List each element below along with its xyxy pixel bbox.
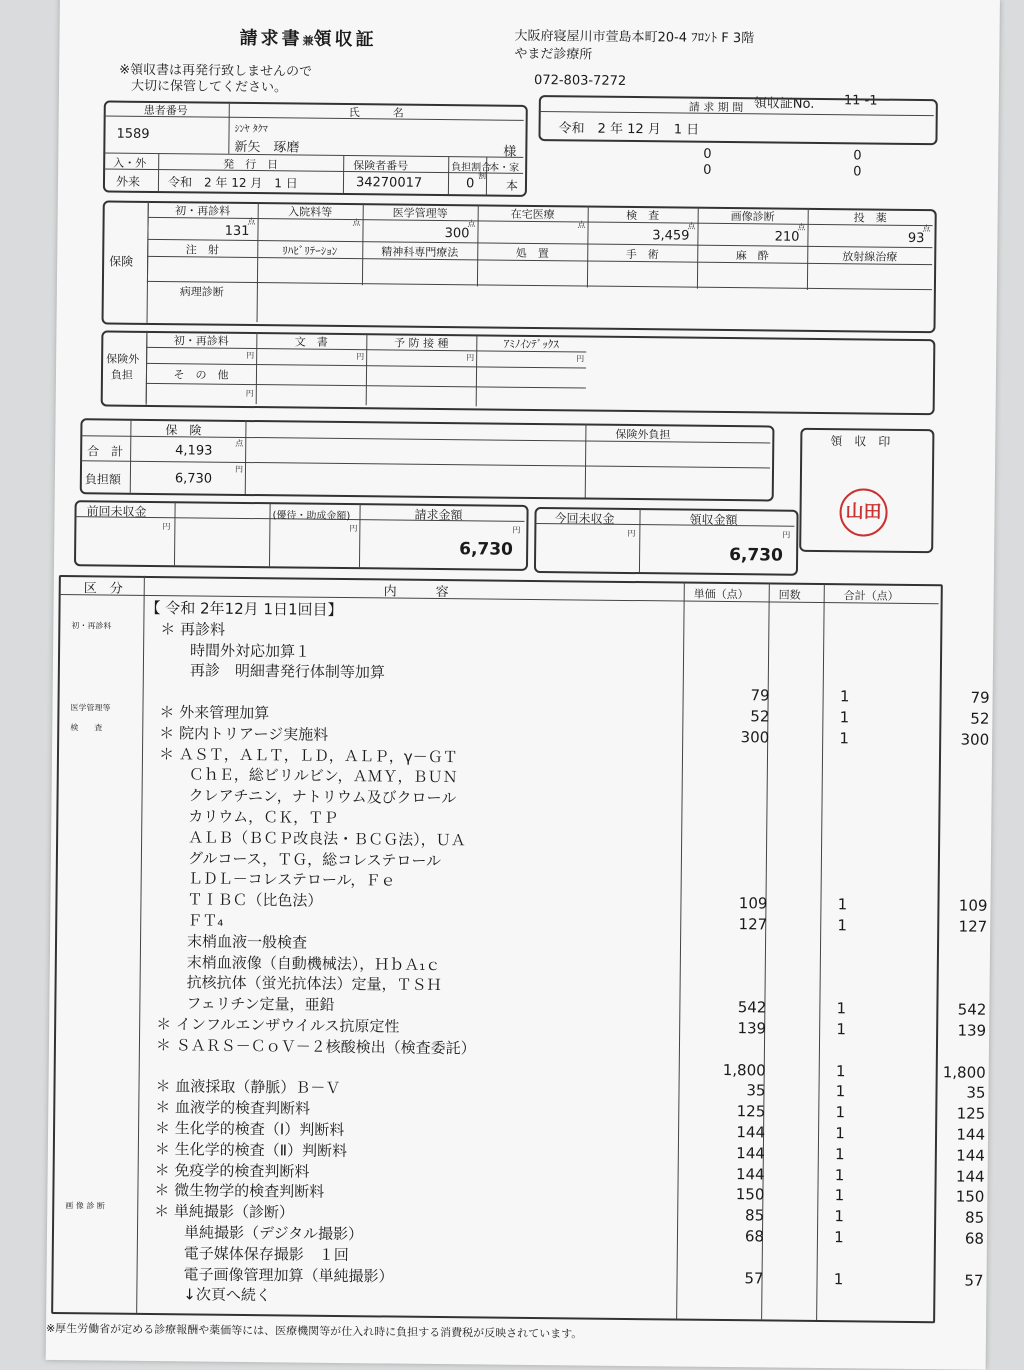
detail-count: 1 [830, 1083, 850, 1101]
detail-count: 1 [832, 895, 852, 913]
detail-item-label: ＊ 生化学的検査（Ⅱ）判断料 [140, 1138, 347, 1161]
detail-item-label: 抗核抗体（蛍光抗体法）定量，ＴＳＨ [142, 971, 442, 995]
detail-unit-price [698, 873, 768, 874]
detail-total [919, 771, 989, 772]
detail-item-label: ＊ 免疫学的検査判断料 [140, 1158, 310, 1181]
detail-unit-price [700, 624, 770, 625]
insurance-header: 注 射 [147, 241, 257, 258]
received-label: 領収金額 [689, 511, 737, 529]
detail-count: 1 [831, 999, 851, 1017]
insurance-header: 投 薬 [808, 209, 933, 226]
detail-total: 542 [916, 1000, 986, 1019]
point-unit: 点 [468, 218, 476, 229]
detail-unit-price: 85 [694, 1206, 764, 1225]
insurance-value: 93 [807, 230, 924, 246]
total-points: 4,193 [175, 443, 212, 458]
ratio-label: 負担割合 [451, 158, 491, 173]
issue-date: 令和 2 年 12 月 1 日 [168, 173, 298, 191]
detail-item-label: ＊ 生化学的検査（Ⅰ）判断料 [140, 1117, 344, 1140]
detail-item-label: 電子媒体保存撮影 １回 [139, 1242, 349, 1265]
patient-name-label: 氏 名 [349, 104, 404, 121]
col-naiyou: 内 容 [384, 580, 449, 600]
payment-amount: 6,730 [175, 471, 212, 486]
detail-unit-price [697, 977, 767, 978]
detail-total [917, 979, 987, 980]
patient-kana: ｼﾝﾔ ﾀｸﾏ [234, 120, 267, 135]
detail-unit-price [693, 1289, 763, 1290]
ratio-unit: 割 [478, 170, 486, 181]
detail-total [919, 751, 989, 752]
detail-count: 1 [834, 729, 854, 747]
detail-item-label: ＊ ＳＡＲＳ－ＣｏＶ－２核酸検出（検査委託） [141, 1034, 476, 1059]
honke-value: 本 [506, 177, 518, 194]
insurance-header: 検 査 [588, 207, 698, 224]
detail-total: 1,800 [916, 1063, 986, 1082]
detail-total [913, 1291, 983, 1292]
detail-item-label: グルコース，ＴＧ，総コレステロール [143, 847, 441, 871]
detail-item-label: ＊ 血液採取（静脈）Ｂ－Ｖ [140, 1075, 340, 1098]
detail-unit-price: 139 [696, 1019, 766, 1038]
detail-total [916, 1042, 986, 1043]
detail-total: 52 [919, 709, 989, 728]
detail-item-label: ＊ 外来管理加算 [144, 701, 269, 723]
detail-unit-price [700, 665, 770, 666]
insurance-header: 画像診断 [698, 208, 808, 225]
detail-unit-price: 144 [695, 1164, 765, 1183]
point-unit: 点 [797, 222, 805, 233]
detail-unit-price: 52 [699, 707, 769, 726]
subsidy-label: (優待・助成金額) [272, 506, 350, 522]
detail-unit-price [697, 936, 767, 937]
point-unit: 点 [578, 219, 586, 230]
detail-count: 1 [829, 1187, 849, 1205]
insurance-header: 病理診断 [147, 283, 257, 300]
detail-total: 150 [914, 1187, 984, 1206]
detail-item-label: 【 令和 2年12月 1日1回目】 [145, 597, 342, 620]
receipt-stamp-label: 領 収 印 [830, 432, 890, 450]
detail-count: 1 [830, 1124, 850, 1142]
detail-item-label: ＊ 血液学的検査判断料 [140, 1096, 310, 1119]
detail-total: 79 [920, 688, 990, 707]
detail-item-label: ＡＬＢ（ＢＣＰ改良法・ＢＣＧ法），ＵＡ [143, 826, 466, 850]
detail-total [920, 647, 990, 648]
point-unit: 点 [922, 223, 930, 234]
detail-total [918, 875, 988, 876]
detail-unit-price: 300 [699, 728, 769, 747]
detail-item-label: 再診 明細書発行体制等加算 [145, 659, 385, 683]
total-label: 合 計 [87, 442, 123, 459]
billing-period: 令和 2 年 12 月 1 日 [558, 117, 699, 137]
detail-unit-price: 79 [700, 686, 770, 705]
detail-total [918, 855, 988, 856]
detail-total [921, 605, 991, 606]
insurance-header: ﾘﾊﾋﾞﾘﾃｰｼｮﾝ [257, 242, 362, 259]
detail-item-label: 時間外対応加算１ [145, 639, 310, 662]
section-igaku: 医学管理等 [70, 702, 110, 713]
insurance-header: 処 置 [477, 244, 587, 261]
detail-unit-price: 542 [696, 998, 766, 1017]
insurance-value: 210 [697, 229, 799, 245]
detail-unit-price: 144 [695, 1144, 765, 1163]
received-amount: 6,730 [729, 545, 783, 566]
detail-total: 144 [915, 1125, 985, 1144]
detail-total [919, 792, 989, 793]
detail-item-label: 末梢血液一般検査 [142, 930, 307, 953]
issue-label: 発 行 日 [223, 156, 278, 173]
section-gazou: 画 像 診 断 [65, 1200, 105, 1211]
col-count: 回数 [779, 587, 801, 603]
detail-item-label: 単純撮影（デジタル撮影） [139, 1221, 363, 1244]
detail-total: 144 [915, 1167, 985, 1186]
bill-amount: 6,730 [459, 539, 513, 560]
col-unit-price: 単価（点） [694, 586, 749, 603]
document-title: 請求書兼領収証 [239, 24, 376, 51]
insurer-label: 保険者番号 [353, 157, 408, 174]
detail-total: 109 [917, 896, 987, 915]
detail-item-label: ↓次頁へ続く [138, 1283, 271, 1305]
detail-item-label: ＬＤＬ－コレステロール，Ｆｅ [143, 867, 396, 891]
totals-hokengai-label: 保険外負担 [615, 426, 670, 443]
detail-item-label: ＊ インフルエンザウイルス抗原定性 [141, 1013, 399, 1037]
insurance-header: 手 術 [587, 246, 697, 263]
detail-unit-price: 1,800 [696, 1060, 766, 1079]
section-kensa: 検 査 [70, 722, 102, 733]
cur-unpaid-label: 今回未収金 [554, 509, 614, 527]
detail-total: 139 [916, 1021, 986, 1040]
insurance-header: 在宅医療 [478, 205, 588, 222]
detail-item-label: フェリチン定量，亜鉛 [141, 992, 334, 1015]
insurance-header: 精神科専門療法 [362, 243, 477, 260]
detail-unit-price: 144 [695, 1123, 765, 1142]
totals-hoken-label: 保 険 [165, 421, 201, 438]
receipt-paper: 請求書兼領収証 大阪府寝屋川市萱島本町20-4 ﾌﾛﾝﾄ F 3階 やまだ診療所 072-803-7272 ※領収書は再発行致しませんので 大切に保管してください。 領収証No. 11 -1 患者番号 氏 名 1589 ｼﾝﾔ ﾀｸﾏ 新矢 琢磨 様 入・外 発 行 日 保険者番号 負担割合 本・家 外来 令和 2 年 12 月 1 日 34270017 0 割 本 請 求 期 間 令和 2 年 12 月 1 日 0 0 0 0 保険 初・再診料 131 点 注 射 入院料等 点 ﾘﾊﾋﾞﾘﾃｰｼｮﾝ 医学管理等 300 点 精神科専門療法 在宅医療 点 処 置 検 査 3,459 点 手 術 画像診断 210 点 麻 酔 投 薬 93 点 放射線治療 病理診断 保険外 負担 初・再診料 円 文 書 円 予 防 接 種 円 ｱﾐﾉｲﾝﾃﾞｯｸｽ 円 そ の 他 円 保 険 保険外負担 合 計 負担額 4,193 点 6,730 円 領 収 印 山田 前回未収金 (優待・助成金額) 請求金額 円 円 円 6,730 今回未収金 領収金額 円 円 6,730 区 分 内 容 単価（点） 回数 合計（点） 初・再診料 医学管理等 検 査 画 像 診 断 【 令和 2年12月 1日1回目】 ＊ 再診料 時間外対応加算１ 再診 明細書発行体制等加算 79 1 79 ＊ 外来管理加算 52 1 52 ＊ 院内トリアージ実施料 300 1 300 ＊ ＡＳＴ，ＡＬＴ，ＬＤ，ＡＬＰ，γ－ＧＴ ＣｈＥ，総ビリルビン，ＡＭＹ，ＢＵＮ クレアチニン，ナトリウム及びクロール カリウム，ＣＫ，ＴＰ ＡＬＢ（ＢＣＰ改良法・ＢＣＧ法），ＵＡ グルコース，ＴＧ，総コレステロール ＬＤＬ－コレステロール，Ｆｅ ＴＩＢＣ（比色法） 109 1 109 ＦＴ₄ 127 1 127 末梢血液一般検査 末梢血液像（自動機械法），ＨｂＡ₁ｃ 抗核抗体（蛍光抗体法）定量，ＴＳＨ フェリチン定量，亜鉛 542 1 542 ＊ インフルエンザウイルス抗原定性 139 1 139 ＊ ＳＡＲＳ－ＣｏＶ－２核酸検出（検査委託） 1,800 1 1,800 ＊ 血液採取（静脈）Ｂ－Ｖ 35 1 35 ＊ 血液学的検査判断料 125 1 125 ＊ 生化学的検査（Ⅰ）判断料 144 1 144 ＊ 生化学的検査（Ⅱ）判断料 144 1 144 ＊ 免疫学的検査判断料 144 1 144 ＊ 微生物学的検査判断料 150 1 150 ＊ 単純撮影（診断） 85 1 85 単純撮影（デジタル撮影） 68 1 68 電子媒体保存撮影 １回 電子画像管理加算（単純撮影） 57 1 57 ↓次頁へ続く ※厚生労働省が定める診療報酬や薬価等には、医療機関等が仕入れ時に負担する消費税が反映されています。 [46, 0, 1000, 1370]
detail-unit-price: 127 [697, 915, 767, 934]
detail-total: 68 [914, 1229, 984, 1248]
detail-unit-price: 35 [695, 1081, 765, 1100]
payment-label: 負担額 [85, 470, 121, 487]
detail-total: 35 [915, 1083, 985, 1102]
detail-item-label: カリウム，ＣＫ，ＴＰ [143, 805, 338, 828]
detail-count: 1 [835, 687, 855, 705]
detail-item-label: ＊ ＡＳＴ，ＡＬＴ，ＬＤ，ＡＬＰ，γ－ＧＴ [144, 743, 458, 767]
self-pay-label1: 保険外 [106, 351, 139, 367]
prev-unpaid-label: 前回未収金 [86, 502, 146, 520]
detail-unit-price: 57 [693, 1268, 763, 1287]
detail-item-label: ＣｈＥ，総ビリルビン，ＡＭＹ，ＢＵＮ [144, 763, 458, 787]
self-pay-other: そ の 他 [146, 366, 256, 383]
detail-total [917, 959, 987, 960]
section-shoshin: 初・再診料 [71, 620, 111, 631]
detail-total: 85 [914, 1208, 984, 1227]
detail-unit-price: 109 [697, 894, 767, 913]
detail-total: 300 [919, 730, 989, 749]
self-pay-header: 予 防 接 種 [366, 334, 476, 351]
detail-count: 1 [830, 1103, 850, 1121]
insurance-value: 3,459 [587, 228, 689, 244]
detail-unit-price [699, 748, 769, 749]
yen-unit: 円 [356, 351, 364, 362]
self-pay-label2: 負担 [111, 367, 133, 383]
reissue-note: ※領収書は再発行致しませんので [119, 59, 312, 80]
detail-unit-price [698, 852, 768, 853]
detail-item-label: 末梢血液像（自動機械法），ＨｂＡ₁ｃ [142, 951, 441, 975]
patient-name: 新矢 琢磨 [234, 136, 299, 156]
detail-count: 1 [830, 1166, 850, 1184]
clinic-tel: 072-803-7272 [534, 73, 626, 89]
detail-total [920, 626, 990, 627]
detail-count: 1 [831, 1020, 851, 1038]
detail-unit-price [700, 644, 770, 645]
insurance-header: 放射線治療 [807, 248, 932, 265]
detail-unit-price: 150 [694, 1185, 764, 1204]
detail-item-label: ＊ 単純撮影（診断） [139, 1200, 294, 1223]
detail-unit-price [694, 1248, 764, 1249]
detail-total [917, 938, 987, 939]
detail-count: 1 [834, 708, 854, 726]
yen-unit: 円 [246, 350, 254, 361]
col-total: 合計（点） [844, 587, 899, 604]
detail-count: 1 [829, 1207, 849, 1225]
inout-value: 外来 [116, 173, 140, 190]
detail-item-label: ＴＩＢＣ（比色法） [142, 888, 322, 911]
detail-unit-price [697, 956, 767, 957]
patient-id: 1589 [116, 127, 149, 142]
insurance-section-label: 保険 [109, 253, 133, 270]
detail-unit-price [699, 790, 769, 791]
self-pay-header: ｱﾐﾉｲﾝﾃﾞｯｸｽ [476, 335, 586, 352]
clinic-address: 大阪府寝屋川市萱島本町20-4 ﾌﾛﾝﾄ F 3階 [514, 25, 754, 47]
detail-unit-price: 68 [694, 1227, 764, 1246]
detail-unit-price [698, 811, 768, 812]
detail-item-label: ＦＴ₄ [142, 909, 223, 931]
detail-total: 57 [913, 1271, 983, 1290]
detail-item-label: ＊ 再診料 [145, 618, 225, 640]
receipt-stamp: 山田 [839, 488, 888, 537]
detail-item-label: ＊ 院内トリアージ実施料 [144, 722, 328, 745]
yen-unit: 円 [576, 353, 584, 364]
receipt-no-label: 領収証No. [754, 92, 815, 112]
detail-unit-price [696, 1040, 766, 1041]
detail-count: 1 [828, 1270, 848, 1288]
detail-unit-price [698, 832, 768, 833]
detail-total [914, 1250, 984, 1251]
detail-total [918, 813, 988, 814]
detail-unit-price [699, 769, 769, 770]
col-kubun: 区 分 [84, 577, 123, 596]
period-label: 請 求 期 間 [689, 99, 744, 116]
insurance-value: 300 [362, 225, 469, 241]
patient-id-label: 患者番号 [144, 102, 188, 118]
detail-total [920, 667, 990, 668]
insurance-value: 131 [147, 223, 249, 239]
yen-unit: 円 [246, 388, 254, 399]
point-unit: 点 [248, 216, 256, 227]
insurance-header: 入院料等 [258, 203, 363, 220]
detail-count: 1 [831, 1062, 851, 1080]
footer-note: ※厚生労働省が定める診療報酬や薬価等には、医療機関等が仕入れ時に負担する消費税が反映されています。 [46, 1320, 582, 1342]
honorific: 様 [503, 141, 516, 160]
ratio-value: 0 [466, 176, 474, 191]
detail-total [918, 834, 988, 835]
point-unit: 点 [688, 221, 696, 232]
receipt-no: 11 -1 [844, 93, 878, 108]
keep-note: 大切に保管してください。 [131, 75, 287, 96]
self-pay-header: 初・再診料 [146, 332, 256, 349]
self-pay-header: 文 書 [256, 333, 366, 350]
detail-item-label: 電子画像管理加算（単純撮影） [138, 1262, 393, 1286]
detail-total: 144 [915, 1146, 985, 1165]
yen-unit: 円 [466, 352, 474, 363]
detail-total: 125 [915, 1104, 985, 1123]
detail-count: 1 [829, 1228, 849, 1246]
insurance-header: 麻 酔 [697, 247, 807, 264]
detail-total: 127 [917, 917, 987, 936]
detail-unit-price: 125 [695, 1102, 765, 1121]
detail-unit-price [701, 603, 771, 604]
insurer-number: 34270017 [356, 175, 422, 191]
clinic-name: やまだ診療所 [514, 43, 592, 63]
insurance-header: 医学管理等 [363, 204, 478, 221]
detail-item-label: ＊ 微生物学的検査判断料 [139, 1179, 324, 1202]
detail-count: 1 [830, 1145, 850, 1163]
point-unit: 点 [353, 217, 361, 228]
bill-amount-label: 請求金額 [414, 506, 462, 524]
detail-item-label: クレアチニン，ナトリウム及びクロール [143, 784, 456, 808]
inout-label: 入・外 [113, 155, 146, 171]
insurance-header: 初・再診料 [148, 202, 258, 219]
honke-label: 本・家 [489, 159, 519, 174]
detail-count: 1 [832, 916, 852, 934]
